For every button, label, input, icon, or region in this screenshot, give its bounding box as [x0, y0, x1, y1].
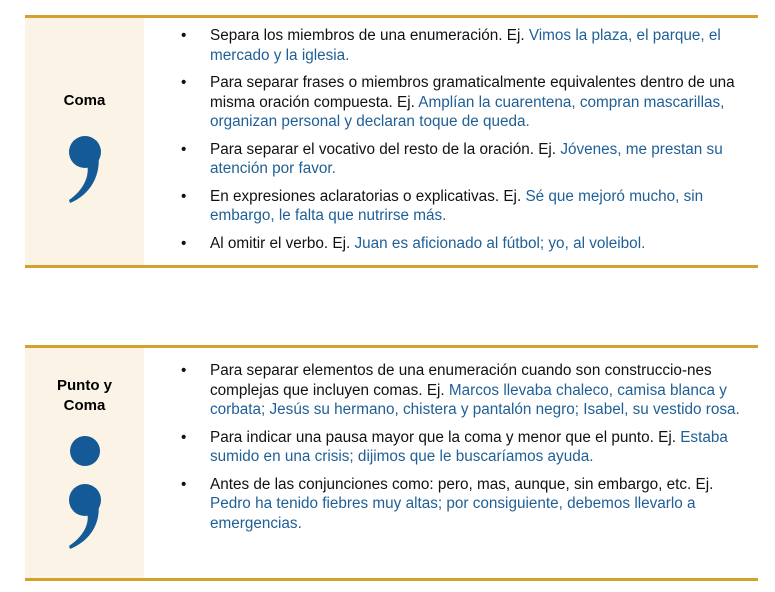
rule-item: • Para indicar una pausa mayor que la coma y menor que el punto. Ej. Estaba sumido en una crisis; dijimos que le buscaríamos ayuda. [181, 428, 728, 465]
example-text: Vimos la plaza, el parque, el mercado y la iglesia. [210, 27, 721, 64]
punto-y-coma-table [25, 345, 758, 581]
rule-item: • Para separar frases o miembros gramaticalmente equivalentes dentro de una misma oración compuesta. Ej. Amplían la cuarentena, compran mascarillas, organizan personal y declaran toque de queda. [181, 74, 735, 130]
punto-y-coma-rules [144, 348, 758, 578]
rule-item: • Para separar el vocativo del resto de la oración. Ej. Jóvenes, me prestan su atención por favor. [181, 140, 723, 177]
example-text: Amplían la cuarentena, compran mascarillas, organizan personal y declaran toque de queda. [210, 93, 725, 130]
coma-table [25, 15, 758, 268]
example-text: Juan es aficionado al fútbol; yo, al voleibol. [354, 234, 646, 252]
rule-item: • Separa los miembros de una enumeración. Ej. Vimos la plaza, el parque, el mercado y la iglesia. [181, 27, 721, 64]
example-text: Pedro ha tenido fiebres muy altas; por consiguiente, debemos llevarlo a emergencias. [210, 495, 696, 532]
rule-item: • Para separar elementos de una enumeración cuando son construccio-nes complejas que incluyen comas. Ej. Marcos llevaba chaleco, camisa blanca y corbata; Jesús su hermano, chistera y pantalón negro; Isabel, su vestido rosa. [181, 362, 740, 418]
rule-item: • Antes de las conjunciones como: pero, mas, aunque, sin embargo, etc. Ej. Pedro ha tenido fiebres muy altas; por consiguiente, debemos llevarlo a emergencias. [181, 475, 714, 532]
example-text: Sé que mejoró mucho, sin embargo, le falta que nutrirse más. [210, 187, 704, 224]
rule-item: • En expresiones aclaratorias o explicativas. Ej. Sé que mejoró mucho, sin embargo, le falta que nutrirse más. [181, 187, 704, 224]
coma-rules [144, 18, 758, 265]
punto-y-coma-title: Punto y Coma [57, 377, 112, 414]
example-text: Marcos llevaba chaleco, camisa blanca y corbata; Jesús su hermano, chistera y pantalón negro; Isabel, su vestido rosa. [210, 381, 740, 418]
example-text: Estaba sumido en una crisis; dijimos que le buscaríamos ayuda. [210, 428, 728, 465]
coma-title: Coma [63, 92, 106, 109]
example-text: Jóvenes, me prestan su atención por favor. [210, 140, 723, 177]
rule-item: • Al omitir el verbo. Ej. Juan es aficionado al fútbol; yo, al voleibol. [181, 234, 646, 252]
